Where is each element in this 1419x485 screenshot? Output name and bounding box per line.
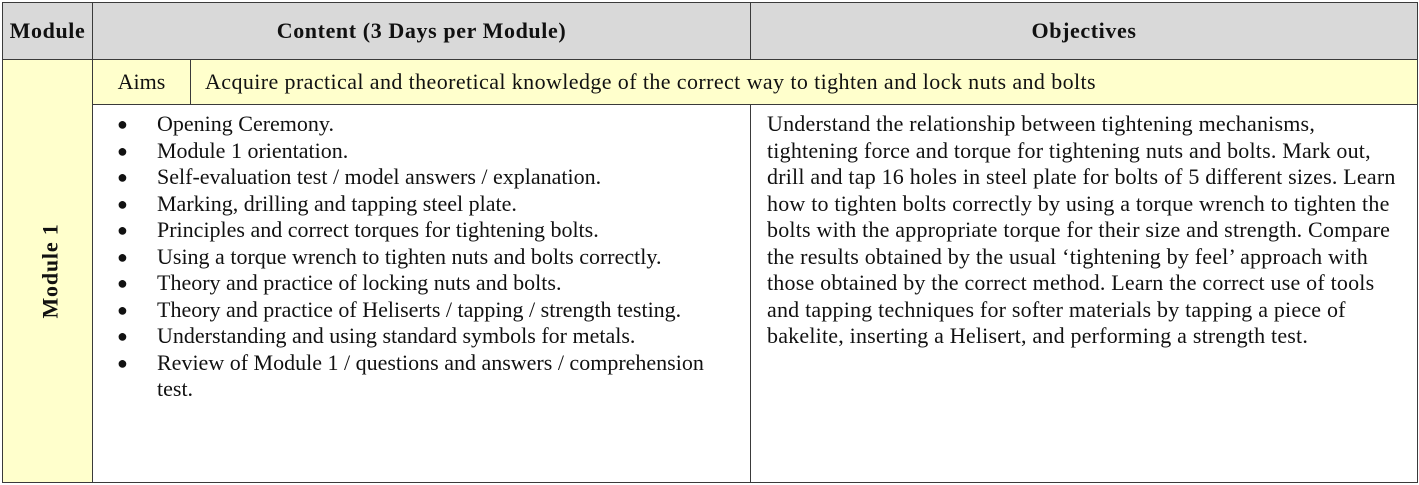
- content-item-text: Review of Module 1 / questions and answers / comprehension test.: [157, 349, 704, 401]
- content-list-item: [109, 138, 740, 165]
- module-table-frame: [2, 2, 1417, 483]
- content-item-text: Module 1 orientation.: [157, 137, 349, 163]
- content-list-item: [109, 350, 740, 403]
- aims-row: [3, 60, 1418, 105]
- content-row: [3, 105, 1418, 483]
- bullet-icon: ●: [117, 326, 128, 346]
- content-list-item: [109, 164, 740, 191]
- bullet-icon: ●: [117, 352, 128, 373]
- content-item-text: Using a torque wrench to tighten nuts and bolts correctly.: [157, 243, 662, 269]
- content-item-text: Self-evaluation test / model answers / explanation.: [157, 164, 602, 189]
- content-item-text: Opening Ceremony.: [157, 111, 334, 136]
- content-list: [109, 111, 740, 403]
- bullet-icon: ●: [117, 193, 128, 214]
- bullet-icon: ●: [117, 299, 128, 320]
- content-list-item: [109, 244, 740, 271]
- aims-label: Aims: [93, 60, 191, 105]
- module-label: Module 1: [37, 223, 63, 319]
- content-list-item: [109, 297, 740, 324]
- bullet-icon: ●: [117, 114, 128, 134]
- aims-text: Acquire practical and theoretical knowledge of the correct way to tighten and lock nuts and bolts: [191, 60, 1418, 105]
- content-cell: [93, 105, 751, 483]
- bullet-icon: ●: [117, 246, 128, 267]
- content-item-text: Principles and correct torques for tightening bolts.: [157, 217, 599, 242]
- content-item-text: Marking, drilling and tapping steel plate.: [157, 190, 517, 216]
- header-objectives: Objectives: [751, 3, 1418, 60]
- content-item-text: Understanding and using standard symbols for metals.: [157, 323, 636, 348]
- header-content: Content (3 Days per Module): [93, 3, 751, 60]
- header-row: [3, 3, 1418, 60]
- content-list-item: [109, 111, 740, 138]
- content-item-text: Theory and practice of Heliserts / tapping / strength testing.: [157, 296, 682, 322]
- bullet-icon: ●: [117, 220, 128, 240]
- module-table: [2, 2, 1418, 483]
- content-list-item: [109, 323, 740, 350]
- bullet-icon: ●: [117, 140, 128, 161]
- header-module: Module: [3, 3, 93, 60]
- content-list-item: [109, 191, 740, 218]
- bullet-icon: ●: [117, 167, 128, 187]
- content-item-text: Theory and practice of locking nuts and bolts.: [157, 270, 562, 295]
- content-list-item: [109, 270, 740, 297]
- objectives-cell: Understand the relationship between tightening mechanisms, tightening force and torque for tightening nuts and bolts. Mark out, drill and tap 16 holes in steel plate for bolts of 5 different sizes. Learn how to tighten bolts correctly by using a torque wrench to tighten the bolts with the appropriate torque for their size and strength. Compare the results obtained by the usual ‘tightening by feel’ approach with those obtained by the correct method. Learn the correct use of tools and tapping techniques for softer materials by tapping a piece of bakelite, inserting a Helisert, and performing a strength test.: [751, 105, 1418, 483]
- content-list-item: [109, 217, 740, 244]
- bullet-icon: ●: [117, 273, 128, 293]
- module-cell: [3, 60, 93, 483]
